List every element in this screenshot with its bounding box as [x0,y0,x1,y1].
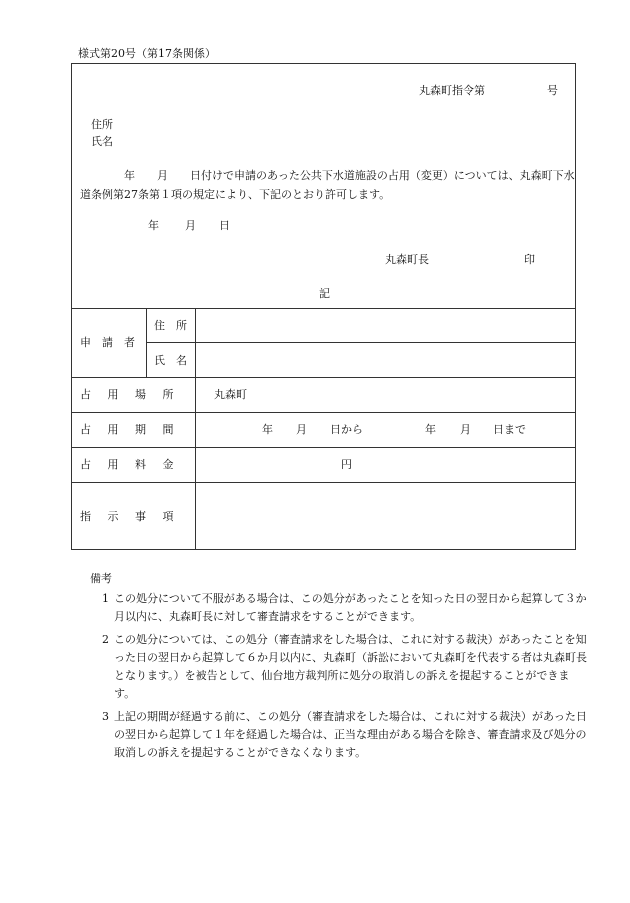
note-item [90,708,590,762]
issue-date-year: 年 [148,219,159,232]
note-number: 1 [102,592,109,606]
permit-number-prefix: 丸森町指令第 [419,84,485,97]
period-to-day: 日まで [493,423,526,436]
ki-label: 記 [319,287,330,300]
addressee-name-label: 氏名 [91,135,113,148]
applicant-row-divider [146,342,576,343]
table-divider [71,377,576,378]
period-from-day: 日から [330,423,363,436]
period-label: 占 用 期 間 [80,423,177,436]
applicant-label: 申 請 者 [80,336,135,349]
intro-paragraph: 年 月 日付けで申請のあった公共下水道施設の占用（変更）については、丸森町下水道条例第27条第１項の規定により、下記のとおり許可します。 [80,169,575,201]
form-label: 様式第20号（第17条関係） [78,47,216,60]
applicant-column-divider [146,308,147,377]
note-number: 3 [102,710,109,724]
period-to-year: 年 [425,423,436,436]
table-divider [71,482,576,483]
applicant-name-label: 氏 名 [154,354,187,367]
note-text: この処分について不服がある場合は、この処分があったことを知った日の翌日から起算して３か月以内に、丸森町長に対して審査請求をすることができます。 [114,592,587,624]
fee-label: 占 用 料 金 [80,458,177,471]
note-text: 上記の期間が経過する前に、この処分（審査請求をした場合は、これに対する裁決）があった日の翌日から起算して１年を経過した場合は、正当な理由がある場合を除き、審査請求及び処分の取消しの訴えを提起することができなくなります。 [114,710,587,760]
mayor-label: 丸森町長 [385,253,429,266]
issue-date-month: 月 [185,219,196,232]
location-value: 丸森町 [214,388,247,401]
table-divider [71,412,576,413]
period-from-year: 年 [262,423,273,436]
period-to-month: 月 [460,423,471,436]
seal-mark: 印 [524,253,535,266]
permit-number-suffix: 号 [547,84,558,97]
table-divider [71,447,576,448]
instructions-label: 指 示 事 項 [80,510,177,523]
period-from-month: 月 [296,423,307,436]
addressee-address-label: 住所 [91,118,113,131]
note-text: この処分については、この処分（審査請求をした場合は、これに対する裁決）があったことを知った日の翌日から起算して６か月以内に、丸森町（訴訟において丸森町を代表する者は丸森町長となります。）を被告として、仙台地方裁判所に処分の取消しの訴えを提起することができます。 [114,633,587,701]
notes-section [90,572,590,762]
issue-date-day: 日 [219,219,230,232]
permit-form-frame [71,63,576,550]
location-label: 占 用 場 所 [80,388,177,401]
note-item [90,631,590,703]
notes-title: 備考 [90,572,112,585]
note-item [90,590,590,626]
applicant-address-label: 住 所 [154,319,187,332]
value-column-divider [195,308,196,550]
fee-unit: 円 [341,458,352,471]
note-number: 2 [102,633,109,647]
